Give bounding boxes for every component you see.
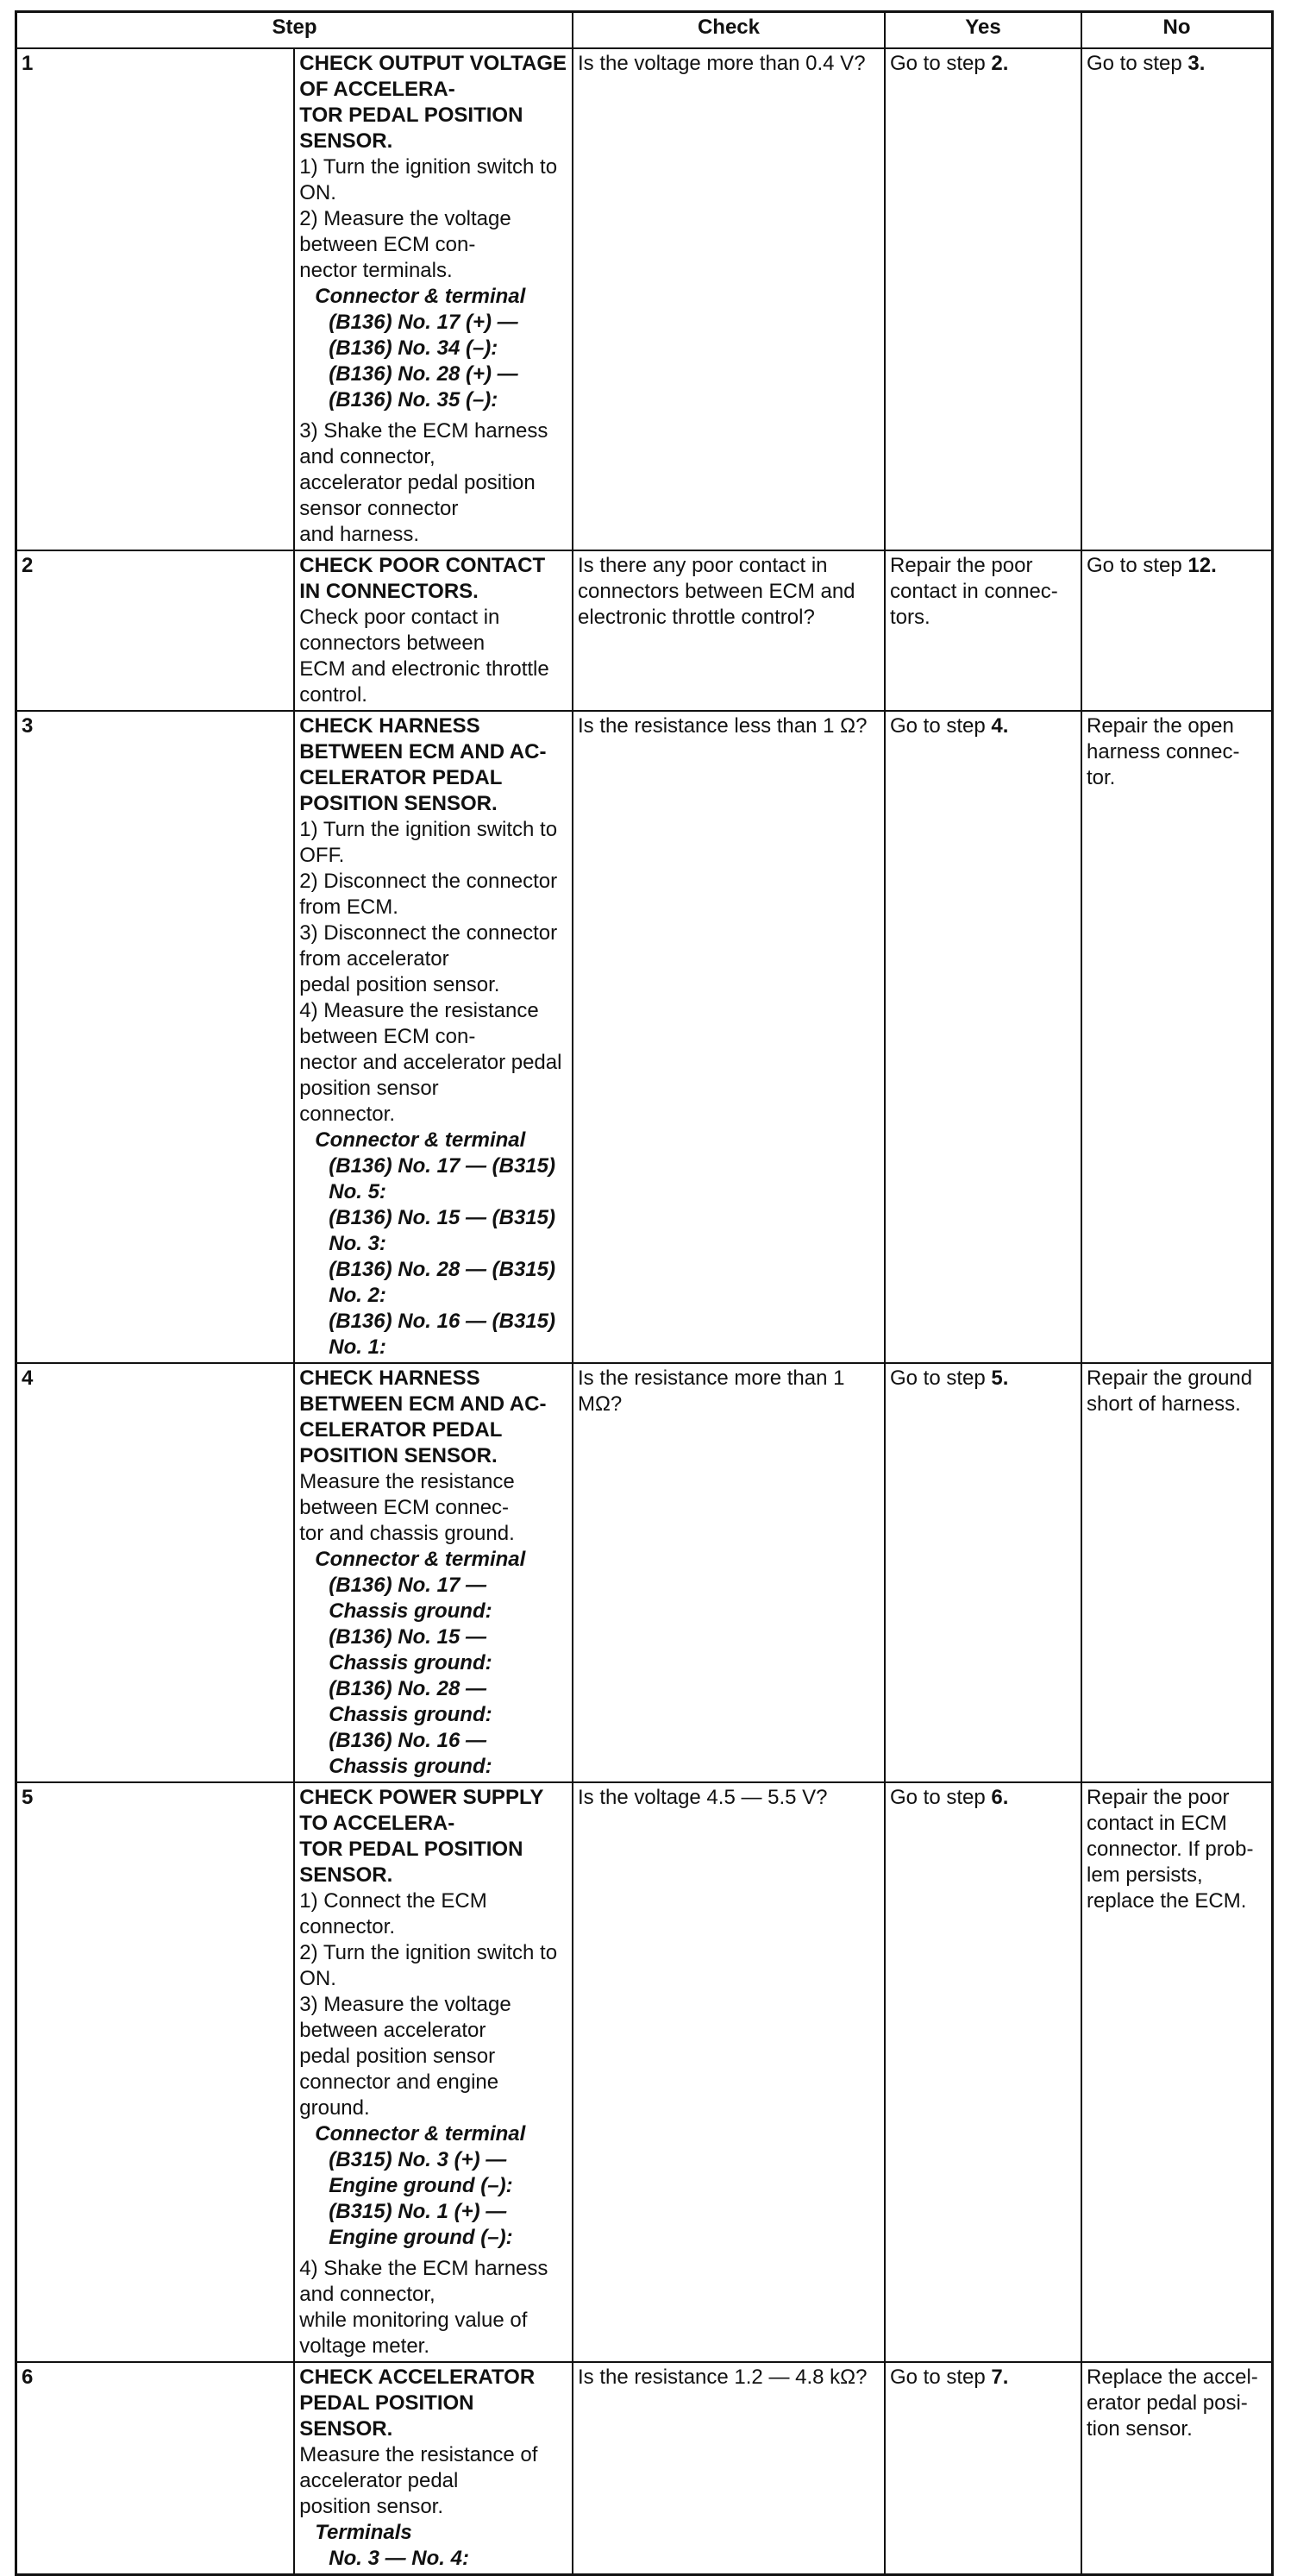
check-question: Is the resistance 1.2 — 4.8 kΩ? — [573, 2362, 885, 2575]
step-title: CHECK HARNESS BETWEEN ECM AND AC- — [299, 714, 547, 763]
step-instructions — [294, 48, 573, 550]
yes-action-step-ref: 6. — [991, 1786, 1009, 1809]
step-instruction-line: 4) Measure the resistance between ECM con- — [299, 999, 539, 1048]
step-instruction-line: accelerator pedal position sensor connector — [299, 471, 536, 520]
no-action-prefix: Go to step — [1087, 52, 1188, 75]
step-title: CELERATOR PEDAL POSITION SENSOR. — [299, 1418, 502, 1467]
header-no: No — [1081, 12, 1273, 49]
step-instruction-line: position sensor. — [299, 2495, 444, 2518]
step-number: 4 — [16, 1363, 295, 1782]
connector-terminal-spec: (B136) No. 17 — Chassis ground: — [329, 1574, 492, 1623]
no-action — [1081, 48, 1273, 550]
step-instruction-line: pedal position sensor. — [299, 973, 500, 996]
step-title: TOR PEDAL POSITION SENSOR. — [299, 1838, 523, 1887]
yes-action-step-ref: 4. — [991, 714, 1009, 738]
yes-action-prefix: Go to step — [890, 52, 992, 75]
step-instruction-line: Check poor contact in connectors between — [299, 606, 500, 655]
connector-terminal-spec: (B136) No. 15 — (B315) No. 3: — [329, 1206, 555, 1255]
step-instruction-line: ground. — [299, 2096, 370, 2120]
yes-action-text: Repair the poor contact in connec-tors. — [890, 554, 1058, 629]
no-action-prefix: Go to step — [1087, 554, 1188, 577]
table-header-row — [16, 12, 1273, 49]
no-action — [1081, 2362, 1273, 2575]
header-step: Step — [16, 12, 573, 49]
table-row — [16, 711, 1273, 1363]
step-instruction-line: 3) Measure the voltage between accelerator — [299, 1993, 511, 2042]
table-row — [16, 2362, 1273, 2575]
step-instruction-line: 3) Disconnect the connector from accelerator — [299, 921, 558, 971]
connector-terminal-label: Connector & terminal — [315, 285, 526, 308]
connector-terminal-label: Connector & terminal — [315, 2122, 526, 2146]
yes-action-prefix: Go to step — [890, 1367, 992, 1390]
diagnostic-procedure-sheet — [15, 10, 1274, 2576]
yes-action-step-ref: 7. — [991, 2366, 1009, 2389]
check-question: Is the voltage 4.5 — 5.5 V? — [573, 1782, 885, 2362]
no-action-text: Repair the poor contact in ECM connector. If prob-lem persists, replace the ECM. — [1087, 1786, 1254, 1913]
connector-terminal-label: Connector & terminal — [315, 1548, 526, 1571]
step-instruction-line: 1) Connect the ECM connector. — [299, 1889, 487, 1938]
connector-terminal-label: Connector & terminal — [315, 1128, 526, 1152]
connector-terminal-spec: (B136) No. 16 — (B315) No. 1: — [329, 1310, 555, 1359]
connector-terminal-spec: (B315) No. 1 (+) — Engine ground (–): — [329, 2200, 513, 2249]
header-yes: Yes — [885, 12, 1081, 49]
step-instruction-line: 2) Turn the ignition switch to ON. — [299, 1941, 558, 1990]
no-action-text: Repair the open harness connec-tor. — [1087, 714, 1240, 789]
step-number: 3 — [16, 711, 295, 1363]
table-row — [16, 48, 1273, 550]
step-instruction-line: ECM and electronic throttle control. — [299, 657, 549, 707]
yes-action — [885, 48, 1081, 550]
yes-action-prefix: Go to step — [890, 2366, 992, 2389]
connector-terminal-spec: No. 3 — No. 4: — [329, 2547, 469, 2570]
connector-terminal-spec: (B136) No. 17 — (B315) No. 5: — [329, 1154, 555, 1203]
connector-terminal-spec: (B136) No. 15 — Chassis ground: — [329, 1625, 492, 1674]
step-instruction-line: pedal position sensor connector and engine — [299, 2045, 499, 2094]
check-question: Is the resistance less than 1 Ω? — [573, 711, 885, 1363]
yes-action-step-ref: 2. — [991, 52, 1009, 75]
yes-action — [885, 550, 1081, 711]
no-action — [1081, 711, 1273, 1363]
step-instructions — [294, 550, 573, 711]
diagnostic-table — [15, 10, 1274, 2576]
check-question: Is there any poor contact in connectors between ECM and electronic throttle control? — [573, 550, 885, 711]
step-instruction-line: tor and chassis ground. — [299, 1522, 515, 1545]
connector-terminal-spec: (B136) No. 28 (+) — (B136) No. 35 (–): — [329, 362, 518, 412]
step-number: 1 — [16, 48, 295, 550]
connector-terminal-label: Terminals — [315, 2521, 412, 2544]
no-action-step-ref: 12. — [1187, 554, 1217, 577]
step-instruction-line: connector. — [299, 1103, 395, 1126]
step-title: CHECK OUTPUT VOLTAGE OF ACCELERA- — [299, 52, 567, 101]
step-instruction-line: and harness. — [299, 523, 420, 546]
no-action-step-ref: 3. — [1187, 52, 1206, 75]
step-title: CHECK ACCELERATOR PEDAL POSITION — [299, 2366, 536, 2415]
yes-action-prefix: Go to step — [890, 714, 992, 738]
step-title: TOR PEDAL POSITION SENSOR. — [299, 104, 523, 153]
step-instruction-line: 1) Turn the ignition switch to ON. — [299, 155, 558, 204]
yes-action — [885, 711, 1081, 1363]
step-title: CHECK POWER SUPPLY TO ACCELERA- — [299, 1786, 543, 1835]
check-question: Is the voltage more than 0.4 V? — [573, 48, 885, 550]
step-instructions — [294, 1782, 573, 2362]
connector-terminal-spec: (B136) No. 28 — Chassis ground: — [329, 1677, 492, 1726]
connector-terminal-spec: (B136) No. 16 — Chassis ground: — [329, 1729, 492, 1778]
header-check: Check — [573, 12, 885, 49]
table-row — [16, 1363, 1273, 1782]
no-action — [1081, 1782, 1273, 2362]
connector-terminal-spec: (B136) No. 28 — (B315) No. 2: — [329, 1258, 555, 1307]
table-row — [16, 550, 1273, 711]
no-action-text: Repair the ground short of harness. — [1087, 1367, 1253, 1416]
table-row — [16, 1782, 1273, 2362]
step-number: 2 — [16, 550, 295, 711]
connector-terminal-spec: (B136) No. 17 (+) — (B136) No. 34 (–): — [329, 311, 518, 360]
step-title: CELERATOR PEDAL POSITION SENSOR. — [299, 766, 502, 815]
step-instructions — [294, 711, 573, 1363]
no-action-text: Replace the accel-erator pedal posi-tion sensor. — [1087, 2366, 1258, 2441]
step-instruction-line: 1) Turn the ignition switch to OFF. — [299, 818, 558, 867]
step-instruction-line: while monitoring value of voltage meter. — [299, 2309, 528, 2358]
step-instruction-line: nector and accelerator pedal position sensor — [299, 1051, 562, 1100]
step-instruction-line: 2) Disconnect the connector from ECM. — [299, 870, 558, 919]
step-instruction-line: 2) Measure the voltage between ECM con- — [299, 207, 511, 256]
check-question: Is the resistance more than 1 MΩ? — [573, 1363, 885, 1782]
yes-action-step-ref: 5. — [991, 1367, 1009, 1390]
step-number: 6 — [16, 2362, 295, 2575]
step-number: 5 — [16, 1782, 295, 2362]
step-instructions — [294, 2362, 573, 2575]
step-instruction-line: Measure the resistance of accelerator pedal — [299, 2443, 538, 2492]
step-instruction-line: Measure the resistance between ECM connec- — [299, 1470, 515, 1519]
no-action — [1081, 1363, 1273, 1782]
yes-action-prefix: Go to step — [890, 1786, 992, 1809]
step-title: SENSOR. — [299, 2417, 393, 2441]
yes-action — [885, 1782, 1081, 2362]
step-instructions — [294, 1363, 573, 1782]
step-instruction-line: nector terminals. — [299, 259, 453, 282]
step-instruction-line: 3) Shake the ECM harness and connector, — [299, 419, 548, 468]
no-action — [1081, 550, 1273, 711]
step-instruction-line: 4) Shake the ECM harness and connector, — [299, 2257, 548, 2306]
yes-action — [885, 1363, 1081, 1782]
yes-action — [885, 2362, 1081, 2575]
step-title: CHECK HARNESS BETWEEN ECM AND AC- — [299, 1367, 547, 1416]
connector-terminal-spec: (B315) No. 3 (+) — Engine ground (–): — [329, 2148, 513, 2197]
table-body — [16, 48, 1273, 2575]
step-title: CHECK POOR CONTACT IN CONNECTORS. — [299, 554, 546, 603]
